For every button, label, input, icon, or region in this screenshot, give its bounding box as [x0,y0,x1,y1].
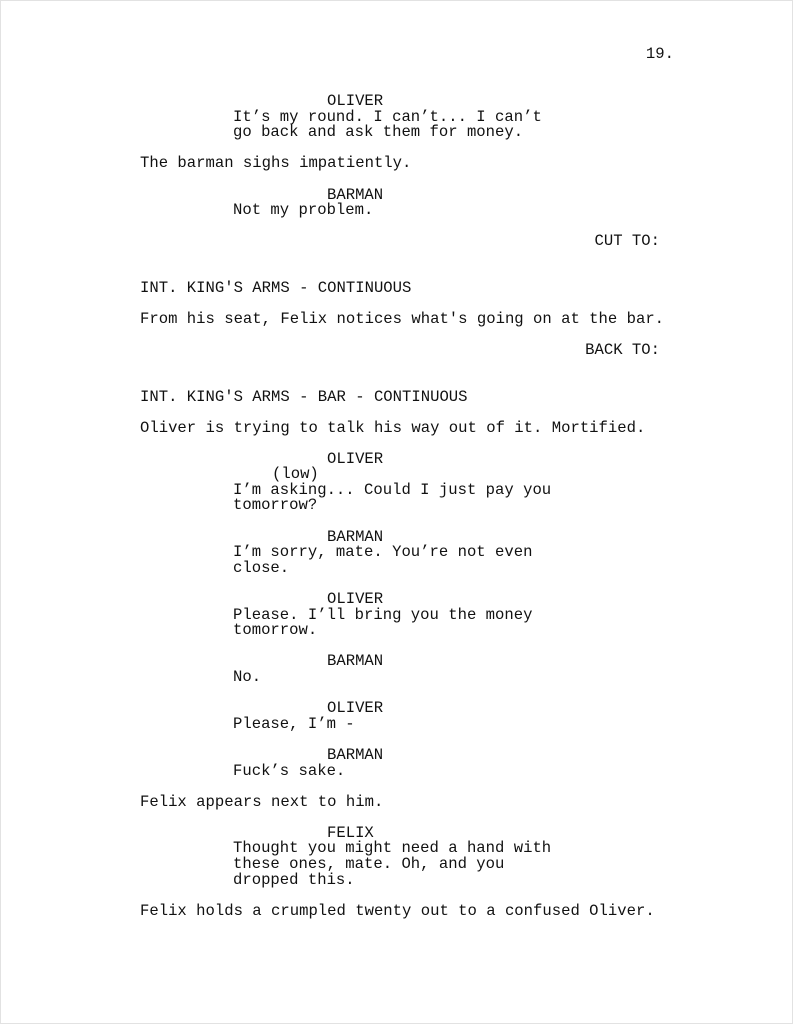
dialogue-line: Not my problem. [233,201,374,219]
dialogue-line: go back and ask them for money. [233,123,524,141]
action-line: From his seat, Felix notices what's going on at the bar. [140,310,665,328]
dialogue-line: Fuck’s sake. [233,762,346,780]
dialogue-line: Thought you might need a hand with [233,839,552,857]
dialogue-line: close. [233,559,290,577]
dialogue-line: Please. I’ll bring you the money [233,606,533,624]
character-name: FELIX [327,824,374,842]
character-name: OLIVER [327,699,384,717]
character-name: OLIVER [327,590,384,608]
dialogue-line: I’m asking... Could I just pay you [233,481,552,499]
transition: BACK TO: [585,341,660,359]
dialogue-line: It’s my round. I can’t... I can’t [233,108,542,126]
dialogue-line: these ones, mate. Oh, and you [233,855,505,873]
dialogue-line: tomorrow. [233,621,318,639]
scene-heading: INT. KING'S ARMS - CONTINUOUS [140,279,412,297]
page-number: 19. [645,45,674,63]
action-line: Felix holds a crumpled twenty out to a confused Oliver. [140,902,655,920]
dialogue-line: I’m sorry, mate. You’re not even [233,543,533,561]
parenthetical: (low) [272,465,319,483]
action-line: Oliver is trying to talk his way out of it. Mortified. [140,419,646,437]
dialogue-line: dropped this. [233,871,355,889]
dialogue-line: No. [233,668,262,686]
character-name: BARMAN [327,186,384,204]
action-line: Felix appears next to him. [140,793,384,811]
character-name: BARMAN [327,528,384,546]
character-name: OLIVER [327,92,384,110]
character-name: OLIVER [327,450,384,468]
dialogue-line: Please, I’m - [233,715,355,733]
action-line: The barman sighs impatiently. [140,154,412,172]
scene-heading: INT. KING'S ARMS - BAR - CONTINUOUS [140,388,468,406]
transition: CUT TO: [594,232,660,250]
character-name: BARMAN [327,746,384,764]
dialogue-line: tomorrow? [233,496,318,514]
character-name: BARMAN [327,652,384,670]
